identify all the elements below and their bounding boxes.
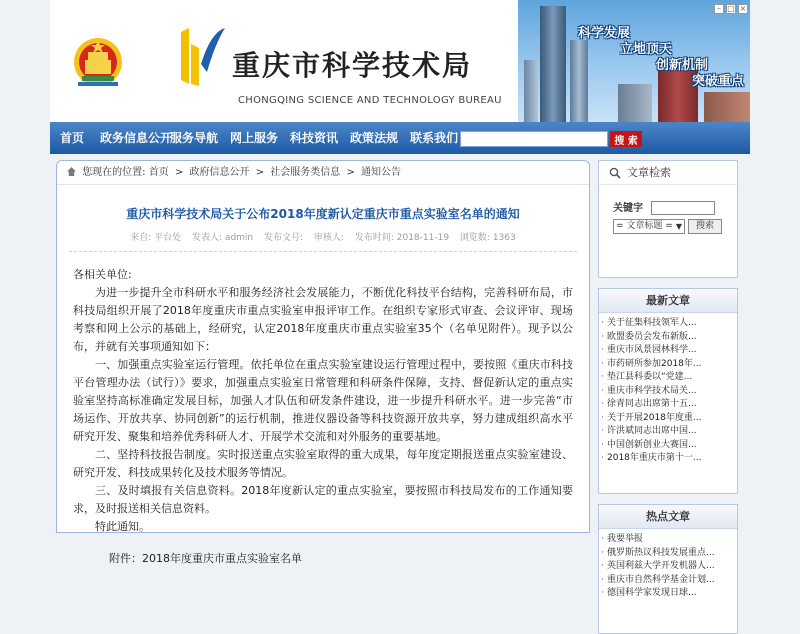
- list-item[interactable]: · 关于开展2018年度重...: [599, 412, 737, 426]
- national-emblem-icon: [72, 30, 124, 90]
- list-item[interactable]: · 徐青同志出席第十五...: [599, 398, 737, 412]
- meta-reviewer: 审核人:: [313, 233, 344, 243]
- slogan-2: 立地顶天: [620, 42, 673, 57]
- article-search-button[interactable]: 搜索: [688, 219, 722, 234]
- banner-minimize-icon[interactable]: –: [714, 4, 724, 14]
- slogan-1: 科学发展: [578, 26, 631, 41]
- list-item[interactable]: · 英国利兹大学开发机器人...: [599, 560, 737, 574]
- article-title: 重庆市科学技术局关于公布2018年度新认定重庆市重点实验室名单的通知: [126, 207, 520, 221]
- list-item[interactable]: · 我要举报: [599, 533, 737, 547]
- list-item[interactable]: · 2018年重庆市第十一...: [599, 452, 737, 466]
- nav-tech-news[interactable]: 科技资讯: [290, 131, 339, 145]
- breadcrumb: [57, 161, 589, 185]
- breadcrumb-separator: >: [174, 167, 184, 178]
- breadcrumb-notice[interactable]: 通知公告: [361, 167, 402, 178]
- site-search-input[interactable]: [460, 131, 608, 147]
- article-paragraph: 特此通知。: [95, 520, 150, 533]
- slogan-3: 创新机制: [656, 58, 709, 73]
- article-paragraph: 一、加强重点实验室运行管理。依托单位在重点实验室建设运行管理过程中，要按照《重庆市科技平台管理办法（试行）》要求，加强重点实验室日常管理和科研条件保障，支持、督促新认定的重点实验室坚持高标准确定发展目标，加强人才队伍和研发条件建设，进一步提升科研水平。进一步完善“市场运作、开放共享、协同创新”的运行机制，推进仪器设备等科技资源开放共享，努力建成组织高水平研究开发、聚集和培养优秀科研人才、开展学术交流和对外服务的重要基地。: [73, 358, 573, 443]
- list-item[interactable]: · 垫江县科委以“党建...: [599, 371, 737, 385]
- search-field-select[interactable]: [613, 219, 685, 234]
- list-item[interactable]: · 欧盟委员会发布新版...: [599, 331, 737, 345]
- chevron-down-icon: ▼: [675, 222, 682, 231]
- article-search-box: [598, 160, 738, 278]
- header-banner: [518, 0, 750, 122]
- breadcrumb-prefix: 您现在的位置:: [82, 167, 146, 178]
- breadcrumb-separator: >: [346, 167, 355, 178]
- article-panel: [56, 160, 590, 565]
- article-search-title: 文章检索: [627, 166, 671, 179]
- article-meta: [69, 230, 577, 252]
- nav-home[interactable]: 首页: [60, 131, 85, 145]
- meta-views: 浏览数: 1363: [459, 233, 516, 243]
- article-attachment-link[interactable]: 附件：2018年度重庆市重点实验室名单: [109, 552, 302, 565]
- breadcrumb-home[interactable]: 首页: [148, 167, 169, 178]
- article-body: [57, 252, 589, 568]
- keyword-label: 关键字: [613, 203, 643, 214]
- list-item[interactable]: · 重庆市科学技术局关...: [599, 385, 737, 399]
- latest-articles-box: [598, 288, 738, 494]
- list-item[interactable]: · 俄罗斯热议科技发展重点...: [599, 547, 737, 561]
- slogan-4: 突破重点: [692, 74, 745, 89]
- list-item[interactable]: · 重庆市风景园林科学...: [599, 344, 737, 358]
- list-item[interactable]: · 重庆市自然科学基金计划...: [599, 574, 737, 588]
- site-subtitle: CHONGQING SCIENCE AND TECHNOLOGY BUREAU: [238, 95, 502, 106]
- main-nav: [50, 122, 750, 154]
- breadcrumb-social-service[interactable]: 社会服务类信息: [270, 167, 341, 178]
- hot-articles-box: [598, 504, 738, 634]
- nav-policies[interactable]: 政策法规: [350, 131, 399, 145]
- article-search-header: [599, 161, 737, 185]
- search-icon: [609, 167, 621, 179]
- meta-publisher: 发表人: admin: [192, 233, 254, 243]
- site-header: [50, 0, 750, 122]
- meta-doc-no: 发布文号:: [264, 233, 304, 243]
- banner-maximize-icon[interactable]: □: [727, 4, 735, 13]
- breadcrumb-separator: >: [255, 167, 265, 178]
- article-paragraph: 三、及时填报有关信息资料。2018年度新认定的重点实验室，要按照市科技局发布的工作通知要求，及时报送相关信息资料。: [73, 484, 573, 515]
- list-item[interactable]: · 关于征集科技领军人...: [599, 317, 737, 331]
- latest-articles-title: 最新文章: [599, 289, 737, 313]
- hot-articles-title: 热点文章: [599, 505, 737, 529]
- article-paragraph: 为进一步提升全市科研水平和服务经济社会发展能力，不断优化科技平台结构，完善科研布局，市科技局组织开展了2018年度重庆市重点实验室申报评审工作。在组织专家形式审查、会议评审、现场考察和网上公示的基础上，经研究，认定2018年度重庆市重点实验室35个（名单见附件）。现予以公布，并就有关事项通知如下：: [73, 286, 573, 353]
- article-paragraph: 二、坚持科技报告制度。实时报送重点实验室取得的重大成果，每年度定期报送重点实验室建设、研究开发、科技成果转化及技术服务等情况。: [73, 448, 573, 479]
- list-item[interactable]: · 德国科学家发现日球...: [599, 587, 737, 601]
- sidebar: [598, 160, 738, 634]
- home-icon: [67, 167, 76, 176]
- nav-contact[interactable]: 联系我们: [410, 131, 459, 145]
- site-search-button[interactable]: 搜 索: [610, 131, 642, 147]
- banner-close-icon[interactable]: ×: [739, 4, 747, 13]
- keyword-input[interactable]: [651, 201, 715, 215]
- breadcrumb-gov-info[interactable]: 政府信息公开: [189, 167, 250, 178]
- nav-service-guide[interactable]: 服务导航: [170, 131, 219, 145]
- list-item[interactable]: · 中国创新创业大赛国...: [599, 439, 737, 453]
- meta-source: 来自: 平台处: [130, 233, 182, 243]
- list-item[interactable]: · 市药研所参加2018年...: [599, 358, 737, 372]
- bureau-logo-icon: [177, 24, 227, 90]
- meta-time: 发布时间: 2018-11-19: [354, 233, 450, 243]
- nav-online-service[interactable]: 网上服务: [230, 131, 279, 145]
- search-field-value: = 文章标题 =: [616, 221, 673, 231]
- site-title: 重庆市科学技术局: [232, 49, 473, 82]
- article-greeting: 各相关单位:: [73, 268, 132, 281]
- nav-gov-info[interactable]: 政务信息公开: [100, 131, 173, 145]
- list-item[interactable]: · 许洪斌同志出席中国...: [599, 425, 737, 439]
